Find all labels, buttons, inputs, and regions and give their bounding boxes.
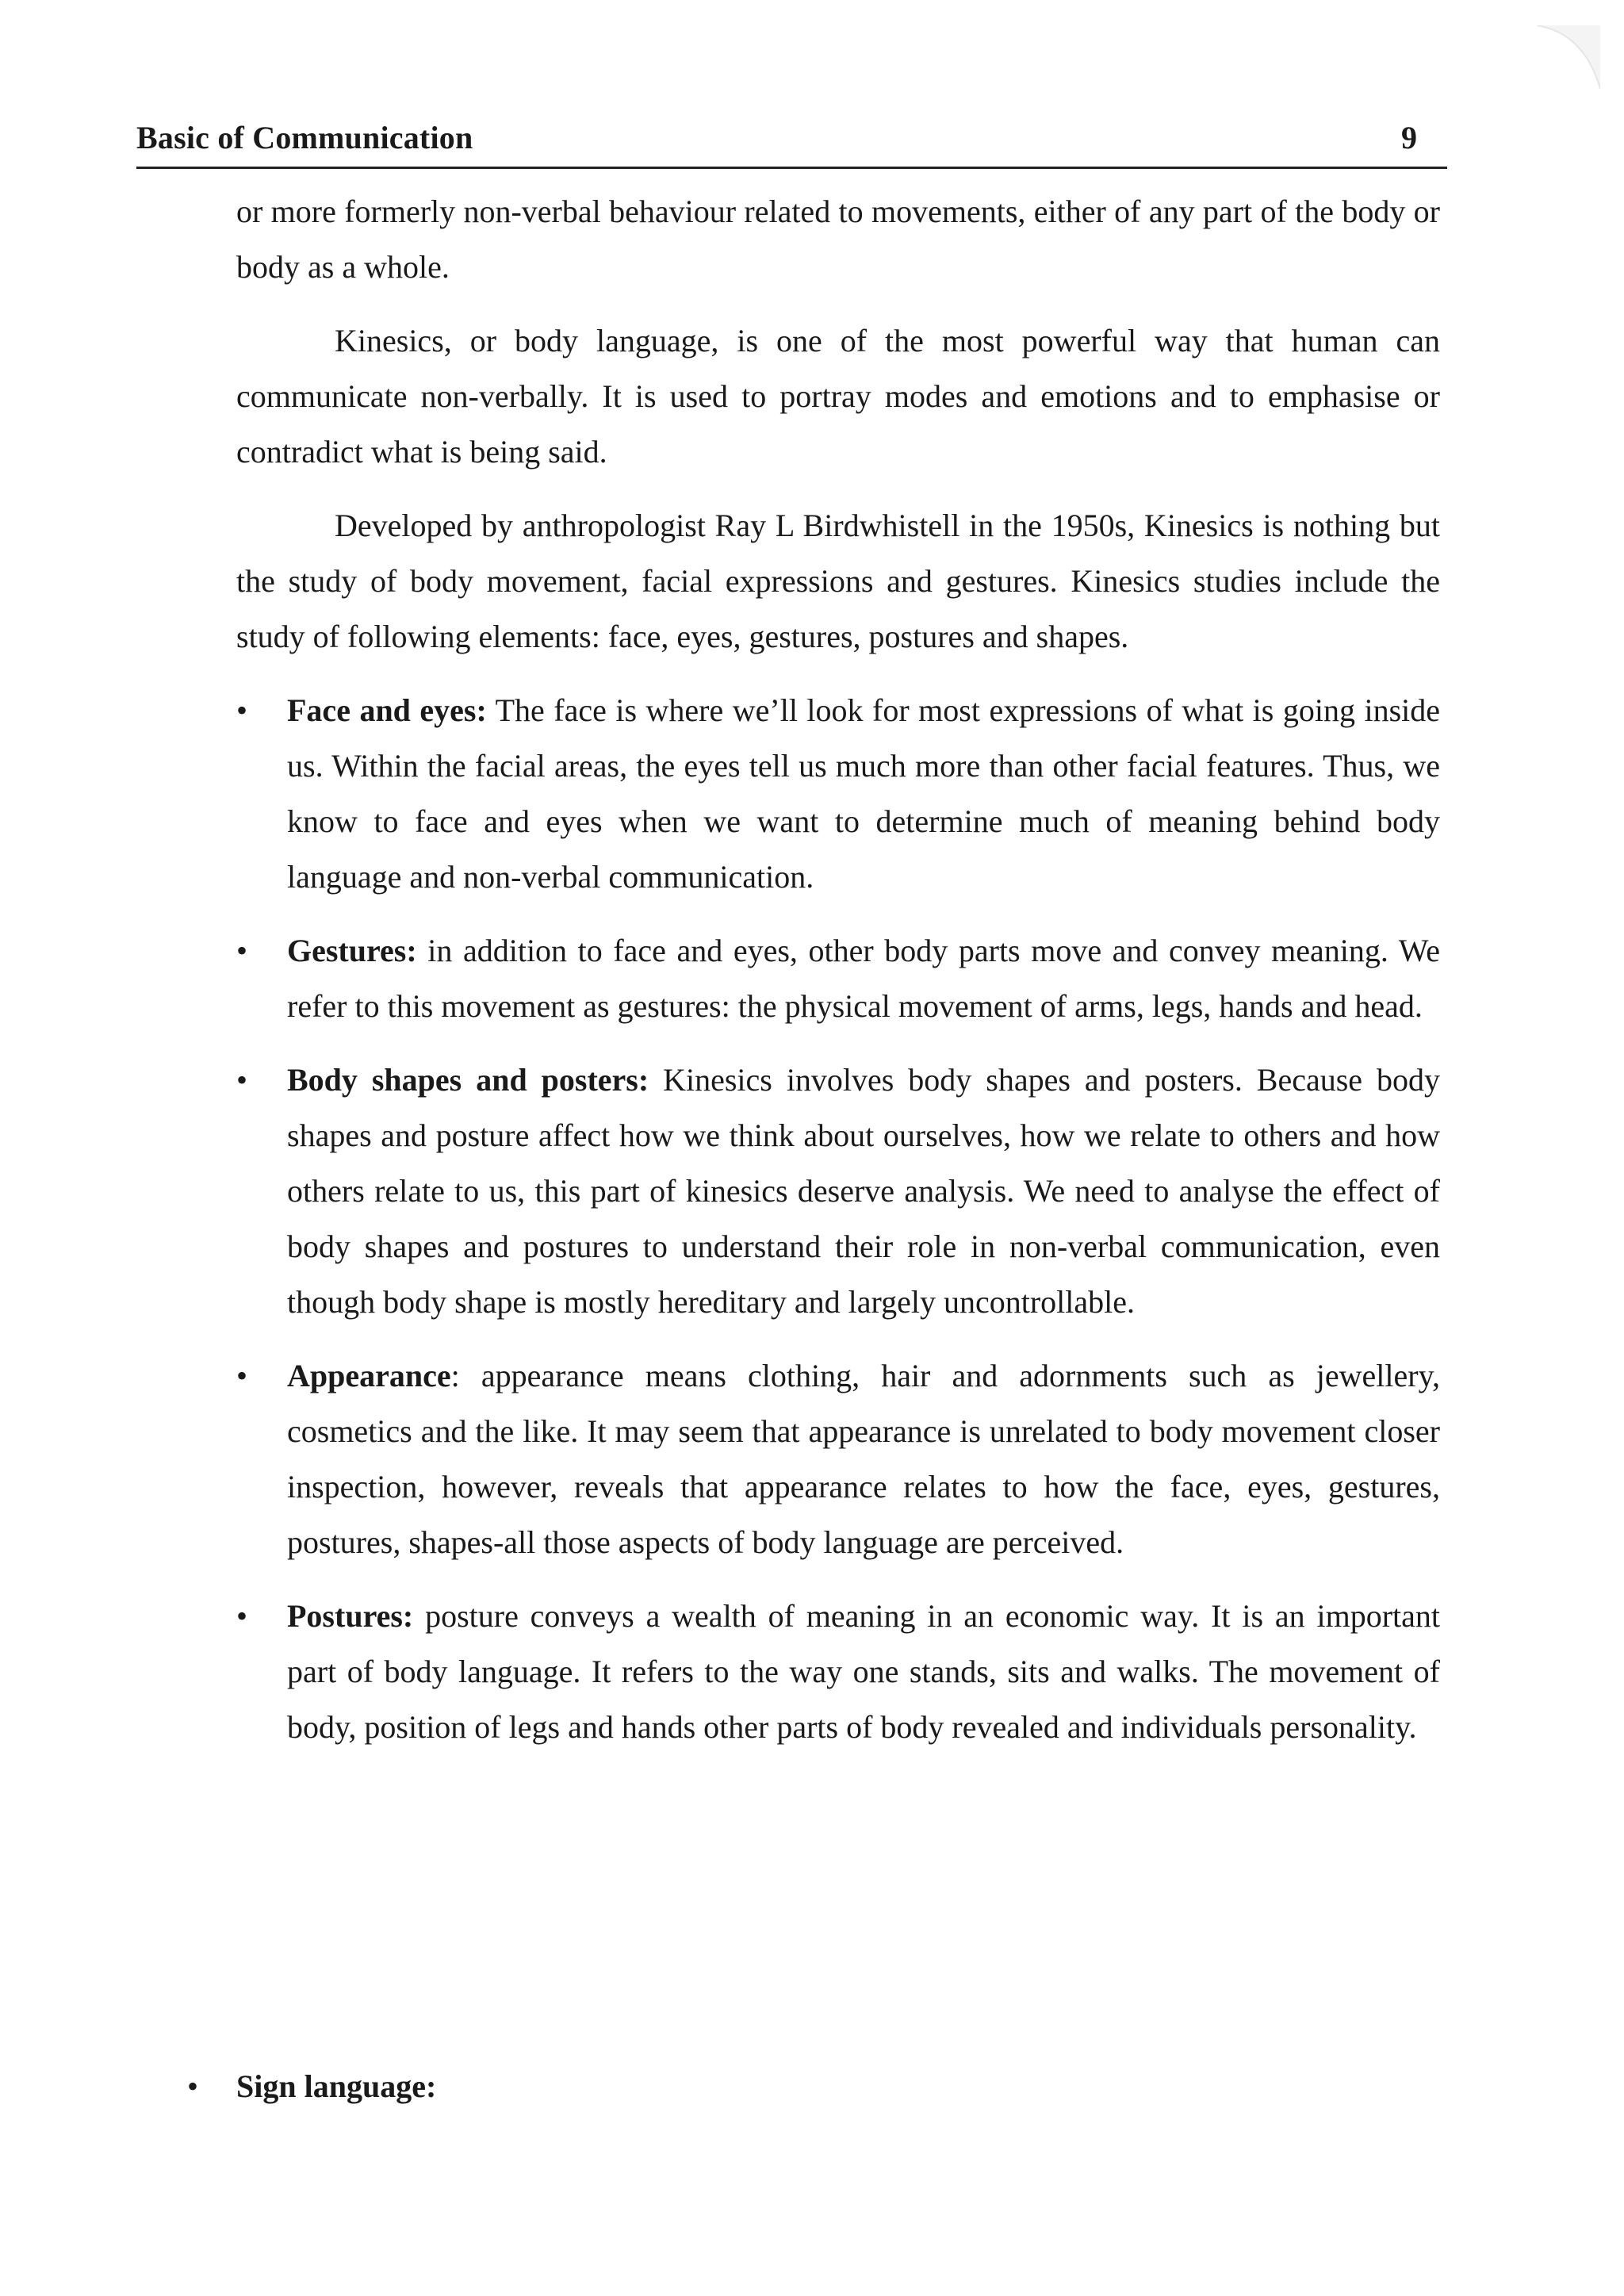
page-body [236,184,1440,1773]
paragraph-kinesics-intro: Kinesics, or body language, is one of the most powerful way that human can communicate non-verbally. It is used to portray modes and emotions and to emphasise or contradict what is being said. [236,323,1440,470]
list-item-body-shapes [236,1052,1440,1330]
paragraph-continued: or more formerly non-verbal behaviour related to movements, either of any part of the body or body as a whole. [236,194,1440,285]
bullet-text: : appearance means clothing, hair and adornments such as jewellery, cosmetics and the like. It may seem that appearance is unrelated to body movement closer inspection, however, reveals that appearance relates to how the face, eyes, gestures, postures, shapes-all those aspects of body language are perceived. [287,1358,1440,1560]
bullet-term: Appearance [287,1358,451,1393]
section-heading-sign-language: Sign language: [236,2068,437,2104]
bullet-icon: • [236,1598,248,1634]
bullet-text: posture conveys a wealth of meaning in an economic way. It is an important part of body language. It refers to the way one stands, sits and walks. The movement of body, position of legs and hands other parts of body revealed and individuals personality. [287,1598,1440,1745]
list-item-postures [236,1589,1440,1755]
bullet-term: Face and eyes: [287,692,487,728]
bullet-icon: • [236,1062,248,1098]
header-title: Basic of Communication [136,120,473,155]
bullet-text: The face is where we’ll look for most expressions of what is going inside us. Within the facial areas, the eyes tell us much more than other facial features. Thus, we know to face and eyes when we want to determine much of meaning behind body language and non-verbal communication. [287,692,1441,895]
bullet-icon: • [236,1358,248,1393]
bullet-icon: • [236,933,248,968]
paragraph-kinesics-history: Developed by anthropologist Ray L Birdwhistell in the 1950s, Kinesics is nothing but the study of body movement, facial expressions and gestures. Kinesics studies include the study of following elements: face, eyes, gestures, postures and shapes. [236,508,1440,654]
kinesics-elements-list [236,683,1440,1755]
list-item-appearance [236,1348,1440,1570]
bullet-text: in addition to face and eyes, other body parts move and convey meaning. We refer to this movement as gestures: the physical movement of arms, legs, hands and head. [287,933,1440,1024]
bullet-icon: • [236,692,248,728]
page-corner-fold [1537,25,1600,89]
bullet-term: Postures: [287,1598,414,1634]
list-item-gestures [236,923,1440,1034]
bullet-term: Body shapes and posters: [287,1062,649,1098]
list-item-face-eyes [236,683,1440,905]
page-number: 9 [1401,120,1417,155]
page-header [136,119,1447,169]
bullet-text: Kinesics involves body shapes and posters. Because body shapes and posture affect how we think about ourselves, how we relate to others and how others relate to us, this part of kinesics deserve analysis. We need to analyse the effect of body shapes and postures to understand their role in non-verbal communication, even though body shape is mostly hereditary and largely uncontrollable. [287,1062,1441,1320]
bullet-icon: • [187,2068,199,2104]
bullet-term: Gestures: [287,933,417,968]
